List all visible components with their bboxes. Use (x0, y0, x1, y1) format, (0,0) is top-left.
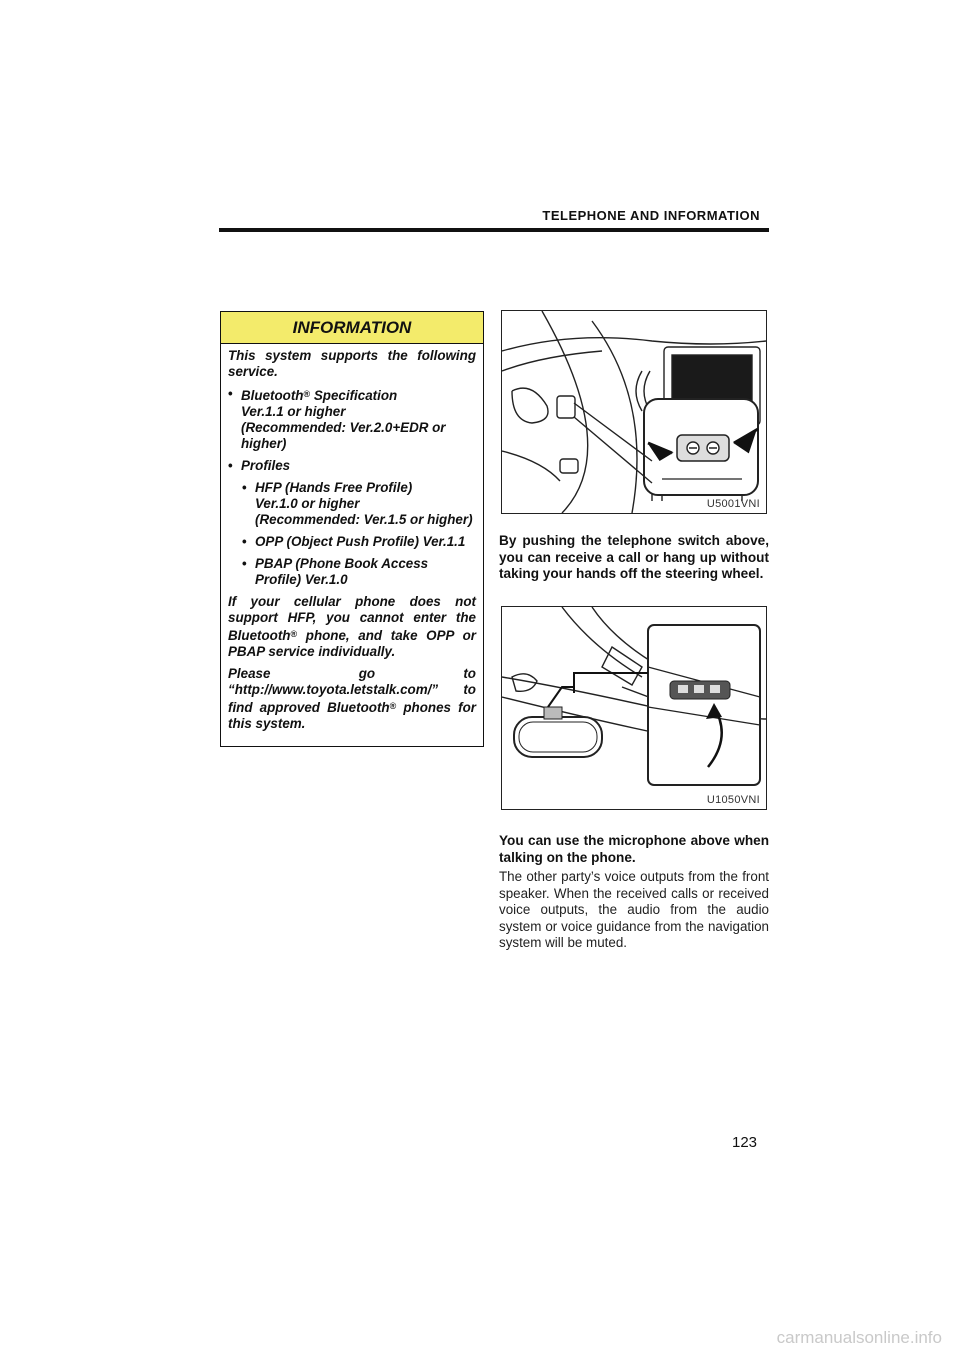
bullet-bluetooth-spec (228, 386, 476, 452)
bullet-opp (242, 534, 476, 550)
page-number: 123 (732, 1134, 758, 1151)
opp-text: OPP (Object Push Profile) Ver.1.1 (255, 534, 466, 549)
steering-wheel-illustration (501, 310, 767, 514)
information-box (220, 311, 484, 747)
support-note: If your cellular phone does not support HFP, you cannot enter the Bluetooth® phone, and take OPP or PBAP service individually. (228, 594, 476, 659)
watermark: carmanualsonline.info (776, 1328, 942, 1347)
steering-wheel-drawing (502, 311, 766, 513)
bt-name: Bluetooth (241, 388, 304, 403)
registered-mark: ® (303, 389, 311, 399)
bt-spec-label: Specification (310, 388, 398, 403)
bullet-hfp (242, 480, 476, 528)
mirror-drawing (502, 607, 766, 809)
switch-caption: By pushing the telephone switch above, you can receive a call or hang up without taking your hands off the steering wheel. (499, 533, 769, 581)
bullet-pbap (242, 556, 476, 588)
bt-spec-version: Ver.1.1 or higher (241, 404, 346, 419)
mirror-microphone-illustration (501, 606, 767, 810)
hfp-title: HFP (Hands Free Profile) (255, 480, 413, 495)
info-intro: This system supports the following service. (228, 348, 476, 379)
information-heading: INFORMATION (221, 312, 483, 344)
microphone-caption: You can use the microphone above when talking on the phone. (499, 833, 769, 865)
bullet-icon: • (228, 386, 233, 401)
bt-spec-recommended: (Recommended: Ver.2.0+EDR or higher) (241, 420, 446, 451)
information-body (221, 344, 483, 732)
bullet-icon: • (228, 458, 233, 473)
figure-code: U5001VNI (706, 498, 760, 510)
profiles-label: Profiles (241, 458, 291, 473)
section-header: TELEPHONE AND INFORMATION (542, 208, 760, 223)
visit-note: Please go to “http://www.toyota.letstalk.com/” to find approved Bluetooth® phones for this system. (228, 666, 476, 731)
bullet-icon: • (242, 534, 247, 549)
bullet-profiles (228, 458, 476, 474)
bullet-icon: • (242, 480, 247, 495)
bullet-icon: • (242, 556, 247, 571)
figure-code: U1050VNI (706, 794, 760, 806)
hfp-version: Ver.1.0 or higher (255, 496, 360, 511)
voice-output-paragraph: The other party’s voice outputs from the front speaker. When the received calls or received voice outputs, the audio from the audio system or voice guidance from the navigation system will be muted. (499, 869, 769, 950)
pbap-text: PBAP (Phone Book Access Profile) Ver.1.0 (255, 556, 429, 587)
hfp-recommended: (Recommended: Ver.1.5 or higher) (255, 512, 473, 527)
header-rule (219, 228, 769, 232)
